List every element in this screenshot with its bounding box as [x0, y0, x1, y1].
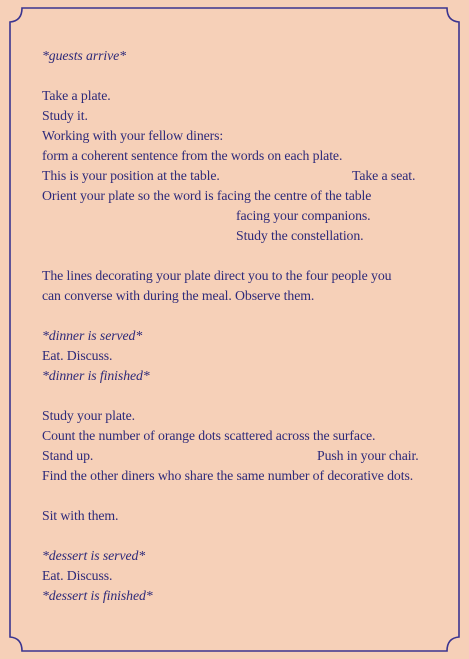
stage-direction: *dinner is served* — [42, 328, 143, 343]
stage-direction: *dinner is finished* — [42, 368, 150, 383]
text-line: Eat. Discuss. — [42, 348, 113, 363]
text-line: Working with your fellow diners: — [42, 128, 224, 143]
stage-direction: *dessert is finished* — [42, 588, 153, 603]
text-line: Study it. — [42, 108, 88, 123]
stage-direction: *dessert is served* — [42, 548, 146, 563]
text-line: Take a plate. — [42, 88, 111, 103]
text-line-split — [42, 446, 442, 466]
text-line: can converse with during the meal. Observe them. — [42, 288, 315, 303]
text-line: Sit with them. — [42, 508, 119, 523]
text-line: Orient your plate so the word is facing the centre of the table — [42, 188, 372, 203]
text-line: The lines decorating your plate direct you to the four people you — [42, 268, 392, 283]
text-line: Study the constellation. — [236, 228, 364, 243]
text-segment: Take a seat. — [352, 168, 416, 183]
text-segment: This is your position at the table. — [42, 168, 220, 183]
stage-direction: *guests arrive* — [42, 48, 126, 63]
text-line: facing your companions. — [236, 208, 371, 223]
text-segment: Stand up. — [42, 448, 94, 463]
text-line: form a coherent sentence from the words on each plate. — [42, 148, 343, 163]
text-line: Find the other diners who share the same number of decorative dots. — [42, 468, 414, 483]
text-line: Eat. Discuss. — [42, 568, 113, 583]
text-line: Count the number of orange dots scattered across the surface. — [42, 428, 376, 443]
text-line-split — [42, 166, 442, 186]
instructions — [42, 46, 442, 606]
text-line: Study your plate. — [42, 408, 135, 423]
text-segment: Push in your chair. — [317, 448, 419, 463]
